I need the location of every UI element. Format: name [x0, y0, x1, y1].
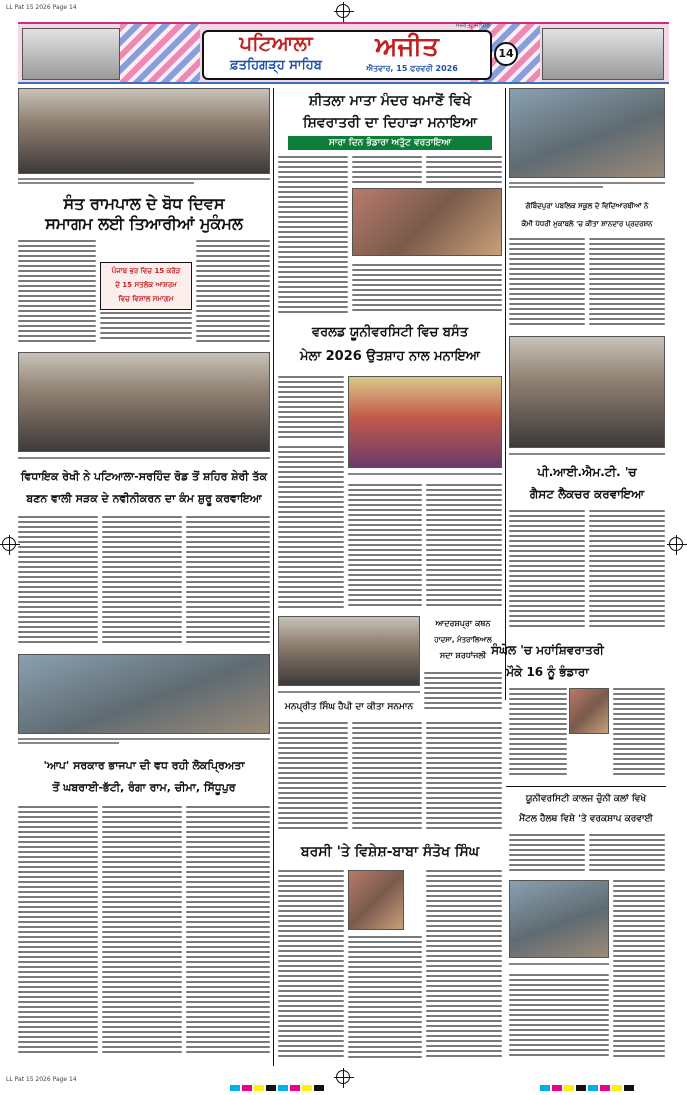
sanghol-headline-2: ਮੌਕੇ 16 ਨੂੰ ਭੰਡਾਰਾ	[506, 665, 589, 679]
photo-meeting	[18, 654, 270, 734]
award-headline-3: ਸਦਾ ਸ਼ਰਧਾਂਜਲੀ	[439, 651, 487, 660]
shivratri-body-4	[352, 264, 502, 318]
rampal-highlight-box	[100, 262, 192, 310]
shivratri-headline-2: ਸ਼ਿਵਰਾਤਰੀ ਦਾ ਦਿਹਾੜਾ ਮਨਾਇਆ	[303, 115, 477, 131]
photo-caption-honour	[278, 688, 420, 696]
publisher-line: ਅਜੀਤ, ਜਲੰਧਰ	[455, 22, 490, 29]
basant-headline-1: ਵਰਲਡ ਯੂਨੀਵਰਸਿਟੀ ਵਿਚ ਬਸੰਤ	[311, 325, 469, 340]
university-body-3	[613, 880, 665, 1062]
award-headline-2: ਹਾਦਸਾ, ਮੰਤਰਾਲਿਆਲ	[434, 636, 492, 644]
vidhayak-body-1	[18, 516, 98, 648]
honour-body-1	[278, 722, 348, 836]
university-body-1	[509, 834, 585, 878]
photo-caption-students	[509, 180, 665, 194]
page-number: 14	[494, 42, 518, 66]
photo-caption-basant	[348, 470, 502, 480]
basant-body-3	[348, 484, 422, 612]
photo-guest-lecture	[509, 336, 665, 448]
registration-mark-top	[336, 4, 350, 18]
footer-slug: LL Pat 15 2026 Page 14	[6, 1076, 77, 1083]
print-slug: LL Pat 15 2026 Page 14	[6, 4, 77, 11]
photo-caption-lecture	[509, 450, 665, 460]
date-line: ਐਤਵਾਰ, 15 ਫਰਵਰੀ 2026	[366, 64, 458, 73]
aap-body-1	[18, 806, 98, 1062]
photo-baba-santokh-singh	[348, 870, 404, 930]
pimt-headline-2: ਗੈਸਟ ਲੈਕਚਰ ਕਰਵਾਇਆ	[529, 487, 645, 501]
pimt-body-1	[509, 510, 585, 630]
rampal-body-right	[196, 240, 270, 346]
godharpur-headline-2: ਕੌਮੀ ਪੱਧਰੀ ਮੁਕਾਬਲੇ 'ਚ ਕੀਤਾ ਸ਼ਾਨਦਾਰ ਪ੍ਰਦਰਸ਼ਨ	[521, 220, 653, 228]
pimt-body-2	[589, 510, 665, 630]
masthead-pattern-left	[120, 24, 200, 82]
aap-headline-2: ਤੋਂ ਘਬਰਾਈ-ਭੱਟੀ, ਰੰਗਾ ਰਾਮ, ਚੀਮਾ, ਸਿੱਧੂਪੁਰ	[52, 781, 236, 794]
vidhayak-body-3	[186, 516, 270, 648]
photo-caption	[18, 176, 270, 190]
vidhayak-headline-1: ਵਿਧਾਇਕ ਰੇਖੀ ਨੇ ਪਟਿਆਲਾ-ਸਰਹਿੰਦ ਰੋਡ ਤੋਂ ਸ਼ਹਿਰ ਸ਼ੇਰੀ ਤੱਕ	[20, 470, 268, 483]
godharpur-headline-1: ਗੋਬਿੰਦਪੁਰਾ ਪਬਲਿਕ ਸਕੂਲ ਦੇ ਵਿਦਿਆਰਥੀਆਂ ਨੇ	[525, 202, 649, 210]
color-bar-right	[540, 1076, 660, 1084]
award-headline-1: ਆਦਰਸ਼ਪ੍ਰਾ ਕਥਨ	[435, 619, 491, 628]
barsi-body-3	[426, 870, 502, 1062]
basant-body-1	[278, 376, 344, 442]
rampal-body-mid	[100, 312, 192, 346]
photo-workshop	[509, 880, 609, 958]
rampal-box-line-1: ਪੰਜਾਬ ਭਰ ਵਿਚ 15 ਕਰੋੜ	[111, 267, 181, 275]
vidhayak-body-2	[102, 516, 182, 648]
region-subtitle: ਫ਼ਤਹਿਗੜ੍ਹ ਸਾਹਿਬ	[230, 58, 322, 73]
aap-headline-1: 'ਆਪ' ਸਰਕਾਰ ਭਾਜਪਾ ਦੀ ਵਧ ਰਹੀ ਲੋਕਪ੍ਰਿਅਤਾ	[43, 759, 245, 772]
sanghol-headline-1: ਸੰਘੋਲ 'ਚ ਮਹਾਂਸ਼ਿਵਰਾਤਰੀ	[491, 643, 604, 657]
pimt-headline-1: ਪੀ.ਆਈ.ਐਮ.ਟੀ. 'ਚ	[537, 465, 637, 479]
university-headline-2: ਮੈਂਟਲ ਹੈਲਥ ਵਿਸ਼ੇ 'ਤੇ ਵਰਕਸ਼ਾਪ ਕਰਵਾਈ	[519, 814, 653, 824]
color-bar	[230, 1076, 350, 1084]
masthead-fort-illustration	[22, 28, 120, 80]
rampal-body-left	[18, 240, 96, 346]
university-body-4	[509, 974, 609, 1062]
sanghol-body-1	[509, 688, 567, 784]
vidhayak-headline-2: ਬਣਨ ਵਾਲੀ ਸੜਕ ਦੇ ਨਵੀਨੀਕਰਨ ਦਾ ਕੰਮ ਸ਼ੁਰੂ ਕਰਵਾਇਆ	[26, 492, 262, 505]
barsi-body-2	[348, 936, 422, 1062]
photo-road-inauguration	[18, 352, 270, 452]
photo-students-award	[509, 88, 665, 178]
column-rule-1	[273, 88, 274, 1066]
photo-temple-event	[352, 188, 502, 256]
photo-rally-left	[18, 88, 270, 174]
honour-headline: ਮਨਪ੍ਰੀਤ ਸਿੰਘ ਹੈਪੀ ਦਾ ਕੀਤਾ ਸਨਮਾਨ	[284, 702, 414, 712]
registration-mark-left	[2, 537, 16, 551]
barsi-body-1	[278, 870, 344, 1062]
rampal-headline-1: ਸੰਤ ਰਾਮਪਾਲ ਦੇ ਬੋਧ ਦਿਵਸ	[63, 194, 225, 213]
honour-body-3	[426, 722, 502, 836]
shivratri-subhead: ਸਾਰਾ ਦਿਨ ਭੰਡਾਰਾ ਅਤੁੱਟ ਵਰਤਾਇਆ	[288, 136, 492, 150]
shivratri-body-2	[352, 156, 422, 186]
aap-body-3	[186, 806, 270, 1062]
shivratri-body-3	[426, 156, 502, 186]
basant-body-4	[426, 484, 502, 612]
barsi-headline: ਬਰਸੀ 'ਤੇ ਵਿਸ਼ੇਸ਼-ਬਾਬਾ ਸੰਤੋਖ ਸਿੰਘ	[300, 844, 480, 860]
university-body-2	[589, 834, 665, 878]
column-rule-2	[505, 88, 506, 700]
photo-honour-ceremony	[278, 616, 420, 686]
honour-body-2	[352, 722, 422, 836]
rampal-box-line-2: ਦੇ 15 ਸਤਲੋਕ ਆਸ਼ਰਮ	[115, 281, 177, 289]
godharpur-body-2	[589, 238, 665, 330]
paper-name: ਅਜੀਤ	[375, 32, 439, 62]
photo-basant-mela	[348, 376, 502, 468]
shivratri-headline-1: ਸ਼ੀਤਲਾ ਮਾਤਾ ਮੰਦਰ ਖਮਾਣੋਂ ਵਿਖੇ	[308, 93, 472, 109]
godharpur-body-1	[509, 238, 585, 330]
rule-university-top	[506, 786, 666, 787]
university-headline-1: ਯੂਨੀਵਰਸਿਟੀ ਕਾਲਜ ਚੁੰਨੀ ਕਲਾਂ ਵਿਖੇ	[525, 794, 647, 804]
photo-caption-meeting	[18, 736, 270, 750]
basant-headline-2: ਮੇਲਾ 2026 ਉਤਸ਼ਾਹ ਨਾਲ ਮਨਾਇਆ	[300, 349, 480, 364]
aap-body-2	[102, 806, 182, 1062]
region-title: ਪਟਿਆਲਾ	[239, 31, 313, 55]
registration-mark-right	[669, 537, 683, 551]
rampal-headline-2: ਸਮਾਗਮ ਲਈ ਤਿਆਰੀਆਂ ਮੁਕੰਮਲ	[45, 214, 243, 233]
sanghol-body-2	[613, 688, 665, 784]
masthead-gurdwara-illustration	[542, 28, 664, 80]
basant-body-2	[278, 446, 344, 612]
shivratri-body-1	[278, 156, 348, 318]
photo-caption-road	[18, 454, 270, 462]
photo-caption-workshop	[509, 960, 609, 970]
photo-sanghol-portrait	[569, 688, 609, 734]
rampal-box-line-3: ਵਿਚ ਵਿਸ਼ਾਲ ਸਮਾਗਮ	[118, 295, 174, 303]
